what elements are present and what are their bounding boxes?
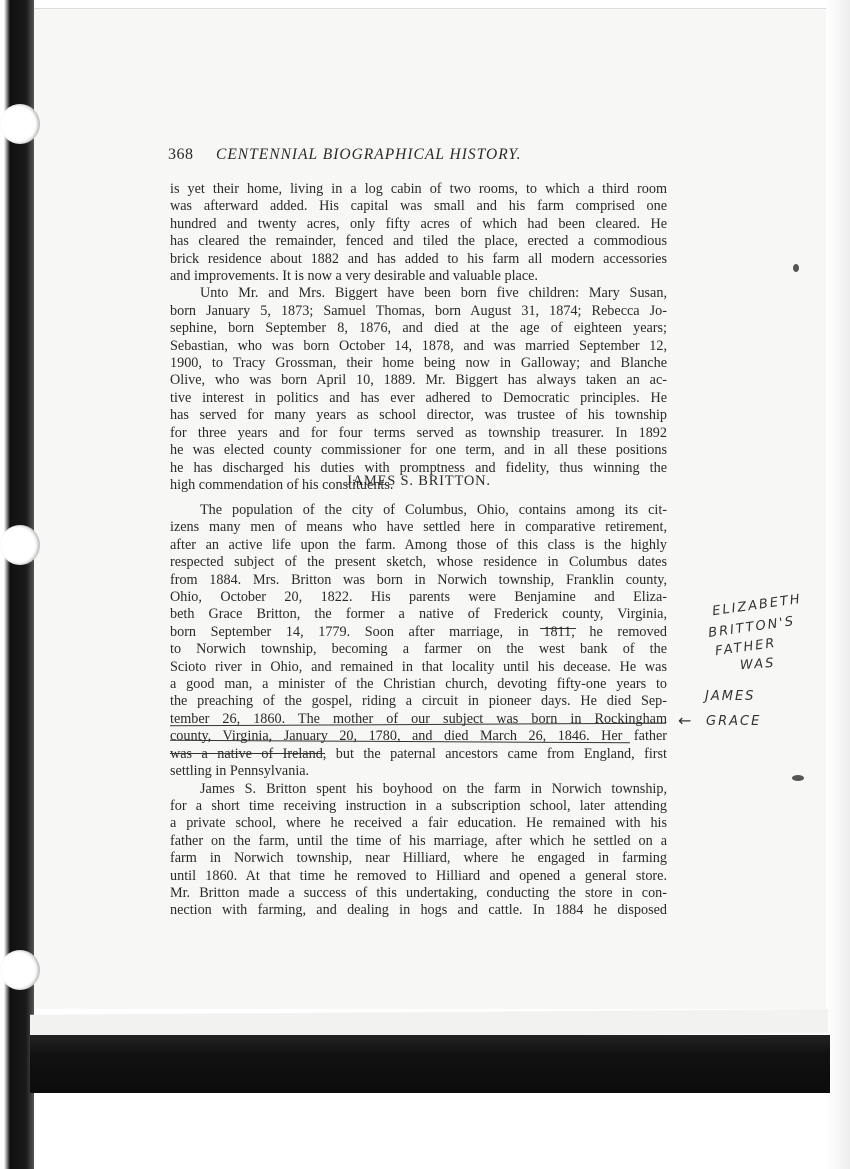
text-line: until 1860. At that time he removed to Hilliard and opened a general store. xyxy=(170,867,667,884)
text-line: and improvements. It is now a very desirable and valuable place. xyxy=(170,268,538,285)
text-line: hundred and twenty acres, only fifty acres of which had been cleared. He xyxy=(170,215,667,232)
text-line: nection with farming, and dealing in hogs and cattle. In 1884 he disposed xyxy=(170,902,667,919)
text-line: tive interest in politics and has ever adhered to Democratic principles. He xyxy=(170,389,667,406)
handwritten-underline xyxy=(170,753,325,754)
handwritten-note: FATHER xyxy=(714,635,778,660)
handwritten-note: JAMES xyxy=(705,689,756,704)
scanner-shadow-band xyxy=(30,1035,830,1093)
text-line: he has discharged his duties with promptness and fidelity, thus winning the xyxy=(170,459,667,476)
running-head xyxy=(168,146,668,164)
text-line: to Norwich township, becoming a farmer on the west bank of the xyxy=(170,641,667,658)
text-line: farm in Norwich township, near Hilliard, where he engaged in farming xyxy=(170,850,667,867)
text-line: father on the farm, until the time of his marriage, after which he settled on a xyxy=(170,832,667,849)
text-line: the preaching of the gospel, riding a circuit in pioneer days. He died Sep- xyxy=(170,693,667,710)
handwritten-underline xyxy=(540,628,576,629)
text-line: sephine, born September 8, 1876, and died at the age of eighteen years; xyxy=(170,320,667,337)
handwritten-note: BRITTON'S xyxy=(707,613,797,642)
text-line: has cleared the remainder, fenced and tiled the place, erected a commodious xyxy=(170,233,667,250)
text-line: county, Virginia, January 20, 1780, and died March 26, 1846. Her father xyxy=(170,728,667,745)
text-line: James S. Britton spent his boyhood on the farm in Norwich township, xyxy=(200,780,667,797)
text-line: Scioto river in Ohio, and remained in that locality until his decease. He was xyxy=(170,658,667,675)
text-line: he was elected county commissioner for one term, and in all these positions xyxy=(170,442,667,459)
text-line: born January 5, 1873; Samuel Thomas, born August 31, 1874; Rebecca Jo- xyxy=(170,302,667,319)
text-line: is yet their home, living in a log cabin of two rooms, to which a third room xyxy=(170,181,667,197)
binding-edge xyxy=(0,0,34,1169)
handwritten-note: WAS xyxy=(739,655,776,674)
text-line: Sebastian, who was born October 14, 1878, and was married September 12, xyxy=(170,337,667,354)
handwritten-note: ELIZABETH xyxy=(711,591,803,620)
book-title: CENTENNIAL BIOGRAPHICAL HISTORY. xyxy=(216,146,522,163)
text-line: born September 14, 1779. Soon after marriage, in 1811, he removed xyxy=(170,623,667,640)
handwritten-note: GRACE xyxy=(706,714,762,729)
text-line: tember 26, 1860. The mother of our subject was born in Rockingham xyxy=(170,710,667,727)
section-heading: JAMES S. BRITTON. xyxy=(346,473,491,489)
text-line: for a short time receiving instruction in a subscription school, later attending xyxy=(170,797,667,814)
text-line: Ohio, October 20, 1822. His parents were Benjamine and Eliza- xyxy=(170,589,667,606)
scan-speck xyxy=(792,775,804,781)
text-line: was afterward added. His capital was small and his farm comprised one xyxy=(170,198,667,215)
britton-paragraphs xyxy=(170,502,667,920)
arrow-left-icon: ← xyxy=(678,711,694,730)
text-line: beth Grace Britton, the former a native of Frederick county, Virginia, xyxy=(170,606,667,623)
text-line: for three years and for four terms served as township treasurer. In 1892 xyxy=(170,424,667,441)
page-number: 368 xyxy=(168,146,194,163)
text-line: after an active life upon the farm. Among those of this class is the highly xyxy=(170,536,667,553)
text-line: high commendation of his constituents. xyxy=(170,476,394,493)
text-line: 1900, to Tracy Grossman, their home being now in Galloway; and Blanche xyxy=(170,355,667,372)
text-line: Olive, who was born April 10, 1889. Mr. Biggert has always taken an ac- xyxy=(170,372,667,389)
text-line: brick residence about 1882 and has added to his farm all modern accessories xyxy=(170,250,667,267)
text-line: izens many men of means who have settled here in comparative retirement, xyxy=(170,519,667,536)
text-line: from 1884. Mrs. Britton was born in Norwich township, Franklin county, xyxy=(170,571,667,588)
text-line: settling in Pennsylvania. xyxy=(170,763,310,780)
punch-hole-middle xyxy=(0,525,40,565)
page-right-edge xyxy=(826,0,850,1169)
text-line: was a native of Ireland, but the paternal ancestors came from England, first xyxy=(170,745,667,762)
text-line: respected subject of the present sketch, whose residence in Columbus dates xyxy=(170,554,667,571)
punch-hole-bottom xyxy=(0,950,40,990)
scan-speck xyxy=(793,264,799,272)
text-line: Unto Mr. and Mrs. Biggert have been born five children: Mary Susan, xyxy=(200,285,667,302)
punch-hole-top xyxy=(0,104,40,144)
text-line: a good man, a minister of the Christian church, devoting fifty-one years to xyxy=(170,676,667,693)
text-line: a private school, where he received a fair education. He remained with his xyxy=(170,815,667,832)
biggert-paragraphs xyxy=(170,181,667,494)
text-line: has served for many years as school director, was trustee of his township xyxy=(170,407,667,424)
text-line: The population of the city of Columbus, Ohio, contains among its cit- xyxy=(200,502,667,518)
text-line: Mr. Britton made a success of this undertaking, conducting the store in con- xyxy=(170,884,667,901)
